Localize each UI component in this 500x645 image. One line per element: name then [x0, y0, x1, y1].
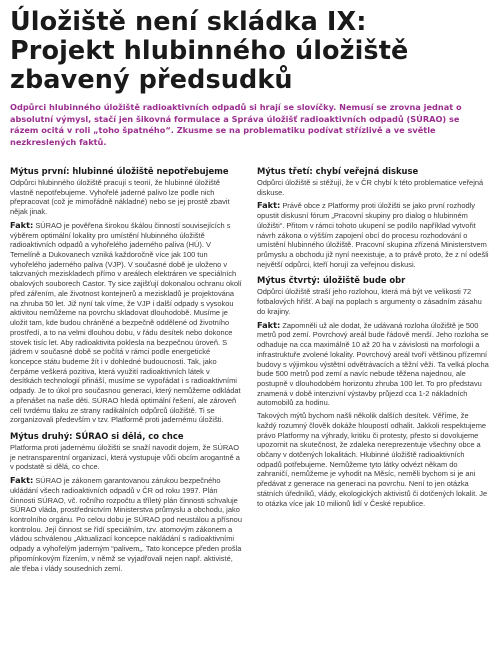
body-paragraph: Platforma proti jadernému úložišti se snaží navodit dojem, že SÚRAO je netransparentní organizací, která vystupuje vůči obcím arogantně a v podstatě si dělá, co chce. — [10, 442, 240, 472]
section-heading: Mýtus druhý: SÚRAO si dělá, co chce — [10, 430, 184, 441]
article-body — [10, 165, 490, 576]
fact-label: Fakt: — [10, 219, 34, 230]
fact-label: Fakt: — [10, 475, 34, 486]
fact-text: SÚRAO je pověřena širokou škálou činností souvisejících s výběrem optimální lokality pro umístění hlubinného úložiště radioaktivních odpadů a vyhořelého jaderného paliva (HÚ). V Temelíně a Dukovanech vzniká každoročně více jak 100 tun vyhořelého jaderného paliva (VJP). V současné době je uloženo v takzvaných meziskladech přímo v areálech elektráren ve speciálních obalových souborech Castor. Ty sice zajišťují dokonalou ochranu okolí před zářením, ale životnost kontejnerů a meziskladů je projektována na zhruba 50 let. Již nyní tak víme, že VJP i další odpady s vysokou aktivitou nemůžeme na povrchu skladovat dlouhodobě. Musíme je uložit tam, kde budou chráněné a bezpečně oddělené od životního prostředí, a to na velmi dlouhou dobu, v řádu desítek nebo dokonce stovek tisíc let. Aby radioaktivita poklesla na bezpečnou úroveň. S jádrem v současné době se počítá v rámci podle energetické koncepce státu budeme žít i v dohledné budoucnosti. Tak, jako čerpáme veškerá pozitiva, která využití radioaktivních látek v desítkách technologií přináší, musíme se vypořádat i s radioaktivními odpady. Je to úkol pro současnou generaci, který nemůžeme odkládat a přenášet na naše děti. SÚRAO hledá optimální řešení, ale zároveň celí tvrdému tlaku ze strany radikálních odpůrců úložiště. Ti se zorganizovali především v tzv. Platformě proti jadernému úložišti. — [10, 220, 242, 425]
fact-paragraph — [257, 201, 490, 269]
fact-text: SÚRAO je zákonem garantovanou zárukou bezpečného ukládání všech radioaktivních odpadů v ČR od roku 1997. Plán činnosti SÚRAO, vč. ročního rozpočtu a tříletý plán činnosti schvaluje SÚRAO vláda, prostřednictvím Ministerstva průmyslu a obchodu, jako kontrolního orgánu. Po celou dobu je SÚRAO pod neustálou a přísnou kontrolou. Její činnost se řídí speciálním, tzv. atomovým zákonem a vládou schválenou „Aktualizací koncepce nakládání s radioaktivními odpady a vyhořelým jaderným “palivem„. Tato koncepce předen prošla připomínkovým řízením, v němž se vyjadřovali nejen např. aktivisté, ale třeba i vlády sousedních zemí. — [10, 476, 242, 573]
section-heading: Mýtus první: hlubinné úložiště nepotřebujeme — [10, 166, 229, 176]
left-column — [10, 165, 243, 576]
fact-text: Právě obce z Platformy proti úložišti se jako první rozhodly opustit diskusní fórum „Pracovní skupiny pro dialog o hlubinném úložišti“. Přitom v rámci tohoto ukupení se podílo například vytvořit návrh zákona o výšším zapojení obcí do procesu rozhodování o umístění hlubinného úložiště. Pracovní skupina zřízená Ministerstvem průmyslu a obchodu již nyní neexistuje, a to právě proto, že z ní odešli největší odpůrci, kteří horují za veřejnou diskusi. — [257, 201, 489, 269]
fact-paragraph — [257, 321, 490, 408]
title-line: Úložiště není skládka IX: — [10, 7, 367, 37]
body-paragraph: Odpůrci úložiště straší jeho rozlohou, která má být ve velikosti 72 fotbalových hřišť. A bají na poplach s argumenty o zásadním zásahu do krajiny. — [257, 287, 482, 316]
fact-paragraph — [10, 476, 243, 573]
title-line: zbavený předsudků — [10, 65, 293, 95]
fact-paragraph — [10, 221, 243, 425]
fact-label: Fakt: — [257, 319, 281, 330]
fact-text: Zapomněli už ale dodat, že udávaná rozloha úložiště je 500 metrů pod zemí. Povrchový areál bude řádově menší. Jeho rozloha se odhaduje na cca maximálně 10 až 20 ha v závislosti na morfologii a infrastruktuře zvolené lokality. Povrchový areál tvoří většinou přízemní budovy s výjimkou výstětní odvětrávacích a těžní věži. Ta velká plocha bude 500 metrů pod zemí a navíc nebude těžena najednou, ale postupně v dlouhodobém horizontu zhruba 100 let. To pro představu znamená v době intenzivní výstavby průjezd cca 1-2 nákladních automobilů za hodinu. — [257, 320, 489, 408]
section-heading: Mýtus čtvrtý: úložiště bude obr — [257, 275, 406, 286]
body-paragraph: Odpůrci úložiště si stěžují, že v ČR chybí k této problematice veřejná diskuse. — [257, 178, 484, 197]
body-paragraph: Odpůrci hlubinného úložiště pracují s teorií, že hlubinné úložiště vlastně nepotřebujeme. Vyhořelé jaderné palivo lze podle nich přepracovat (což je mimořádně nákladné) nebo se jej prostě zbavit nějak jinak. — [10, 178, 230, 217]
right-column — [257, 165, 490, 576]
article-lead: Odpůrci hlubinného úložiště radioaktivních odpadů si hrají se slovíčky. Nemusí se zrovna jednat o absolutní výmysl, stačí jen šikovná formulace a Správa úložišť radioaktivních odpadů (SÚRAO) se rázem ocitá v roli „toho špatného“. Zkusme se na problematiku podívat střízlivě a ve světle nezkreslených faktů. — [10, 102, 462, 147]
body-paragraph: Takových mýtů bychom našli několik dalších desítek. Věříme, že každý rozumný člověk dokáže hloupostí odhalit. Jakkoli respektujeme právo Platformy na výhrady, kritiku či protesty, přesto si dovolujeme upozornit na skutečnost, že zdaleka nereprezentuje všechny obce a občany v dotčených lokalitách. Hlubinné úložiště radioaktivních odpadů potřebujeme. Nemůžeme tyto látky odvézt někam do zahraničí, nemůžeme je vyhodit na Měsíc, neměli bychom si je ani předávat z generace na generaci na povrchu. Není to jen otázka státních úředníků, vlády, ekologických aktivistů či dotčených lokalit. Je to otázka více jak 10 milionů lidí v České republice. — [257, 411, 488, 508]
title-line: Projekt hlubinného úložiště — [10, 36, 409, 66]
fact-label: Fakt: — [257, 200, 281, 211]
section-heading: Mýtus třetí: chybí veřejná diskuse — [257, 166, 419, 176]
article-title — [10, 8, 490, 95]
